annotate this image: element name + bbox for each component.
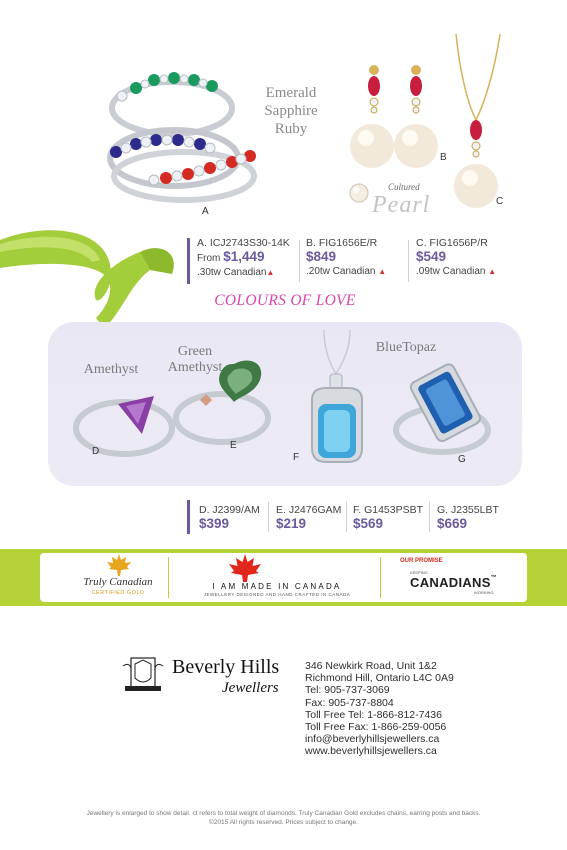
toll-free-tel: Toll Free Tel: 1-866-812-7436 xyxy=(305,708,442,721)
sku-d: D. J2399/AM xyxy=(199,504,260,516)
keeping-text: KEEPING xyxy=(410,570,428,575)
cultured-text: Cultured xyxy=(388,182,420,192)
price-separator xyxy=(299,240,300,282)
sku-c: C. FIG1656P/R xyxy=(416,237,488,249)
toll-free-fax: Toll Free Fax: 1-866-259-0056 xyxy=(305,721,447,734)
ring-e-illustration xyxy=(168,356,286,454)
price-item-g xyxy=(437,503,517,531)
maple-leaf-icon: ▲ xyxy=(378,267,387,276)
price-item-d xyxy=(199,503,269,531)
gold-maple-leaf-icon xyxy=(106,554,132,576)
label-blue-topaz: BlueTopaz xyxy=(375,340,437,355)
certified-gold-text: CERTIFIED GOLD xyxy=(91,590,145,596)
made-in-canada-sub: JEWELLERY DESIGNED AND HAND CRAFTED IN CANADA xyxy=(203,592,351,597)
trademark: ™ xyxy=(490,575,498,581)
phone: Tel: 905-737-3069 xyxy=(305,684,390,697)
ring-g-illustration xyxy=(384,360,502,460)
sku-b: B. FIG1656E/R xyxy=(306,237,378,249)
label-a: A xyxy=(202,206,209,217)
canadians-text xyxy=(410,575,497,590)
fine-print-line-2: ©2015 All rights reserved. Prices subject to change. xyxy=(209,819,358,826)
label-amethyst: Amethyst xyxy=(83,362,139,377)
label-b: B xyxy=(440,152,447,163)
price-separator xyxy=(346,502,347,532)
label-amethyst-2: Amethyst xyxy=(167,360,223,375)
price-g: $669 xyxy=(437,516,468,531)
pearl-necklace-illustration xyxy=(446,34,508,214)
label-e: E xyxy=(230,440,237,451)
sku-a: A. ICJ2743S30-14K xyxy=(197,237,290,249)
pendant-f-illustration xyxy=(294,330,380,470)
price-separator xyxy=(429,502,430,532)
gem-sapphire: Sapphire xyxy=(264,103,318,119)
price-prefix: From xyxy=(197,253,221,264)
made-in-canada-text: I AM MADE IN CANADA xyxy=(212,582,342,591)
brand-name-secondary: Jewellers xyxy=(222,680,279,696)
price-item-e xyxy=(276,503,346,531)
price-item-c xyxy=(416,236,526,279)
fine-print-line-1: Jewellery is enlarged to show detail. ct refers to total weight of diamonds. Truly Canadian Gold excludes chains, earring posts and backs. xyxy=(86,810,481,817)
truly-canadian-text: Truly Canadian xyxy=(83,576,153,588)
red-maple-leaf-icon xyxy=(228,554,262,582)
pearl-logo-icon xyxy=(348,182,370,204)
pearl-earrings-illustration xyxy=(346,62,442,180)
gem-names xyxy=(246,84,336,138)
fax: Fax: 905-737-8804 xyxy=(305,696,394,709)
gem-emerald: Emerald xyxy=(265,85,317,101)
price-d: $399 xyxy=(199,516,230,531)
sku-g: G. J2355LBT xyxy=(437,504,499,516)
fine-print xyxy=(40,809,527,827)
weight-b: .20tw Canadian xyxy=(306,266,376,277)
price-bar-accent xyxy=(187,500,190,534)
our-promise-text: OUR PROMISE xyxy=(400,558,443,564)
brand-name-primary: Beverly Hills xyxy=(172,656,280,678)
price-bar-accent xyxy=(187,238,190,284)
label-c: C xyxy=(496,196,504,207)
price-e: $219 xyxy=(276,516,307,531)
sku-f: F. G1453PSBT xyxy=(353,504,424,516)
address-line-2: Richmond Hill, Ontario L4C 0A9 xyxy=(305,672,454,685)
price-item-a xyxy=(197,236,297,280)
label-d: D xyxy=(92,446,100,457)
banner-separator xyxy=(380,557,381,598)
sku-e: E. J2476GAM xyxy=(276,504,342,516)
ring-a-illustration xyxy=(92,58,270,208)
email-link[interactable]: info@beverlyhillsjewellers.ca xyxy=(305,733,440,746)
maple-leaf-icon: ▲ xyxy=(488,267,497,276)
price-separator xyxy=(408,240,409,282)
price-a: $1,449 xyxy=(223,249,265,264)
pearl-text: Pearl xyxy=(372,192,431,218)
price-item-b xyxy=(306,236,406,279)
canadians-word: CANADIANS xyxy=(410,575,491,590)
price-b: $849 xyxy=(306,249,337,264)
label-g: G xyxy=(458,454,466,465)
cultured-pearl-logo xyxy=(336,180,446,224)
website-link[interactable]: www.beverlyhillsjewellers.ca xyxy=(305,745,437,758)
working-text: WORKING xyxy=(474,590,494,595)
contact-block xyxy=(305,660,454,758)
weight-a: .30tw Canadian xyxy=(197,267,267,278)
label-green: Green xyxy=(177,344,213,359)
price-item-f xyxy=(353,503,429,531)
price-c: $549 xyxy=(416,249,447,264)
maple-leaf-icon: ▲ xyxy=(266,268,275,277)
colours-of-love-title: COLOURS OF LOVE xyxy=(214,292,356,309)
crest-logo-icon xyxy=(121,654,165,694)
weight-c: .09tw Canadian xyxy=(416,266,486,277)
gem-ruby: Ruby xyxy=(274,121,308,137)
address-line-1: 346 Newkirk Road, Unit 1&2 xyxy=(305,660,437,672)
banner-separator xyxy=(168,557,169,598)
price-f: $569 xyxy=(353,516,384,531)
label-f: F xyxy=(293,452,300,463)
